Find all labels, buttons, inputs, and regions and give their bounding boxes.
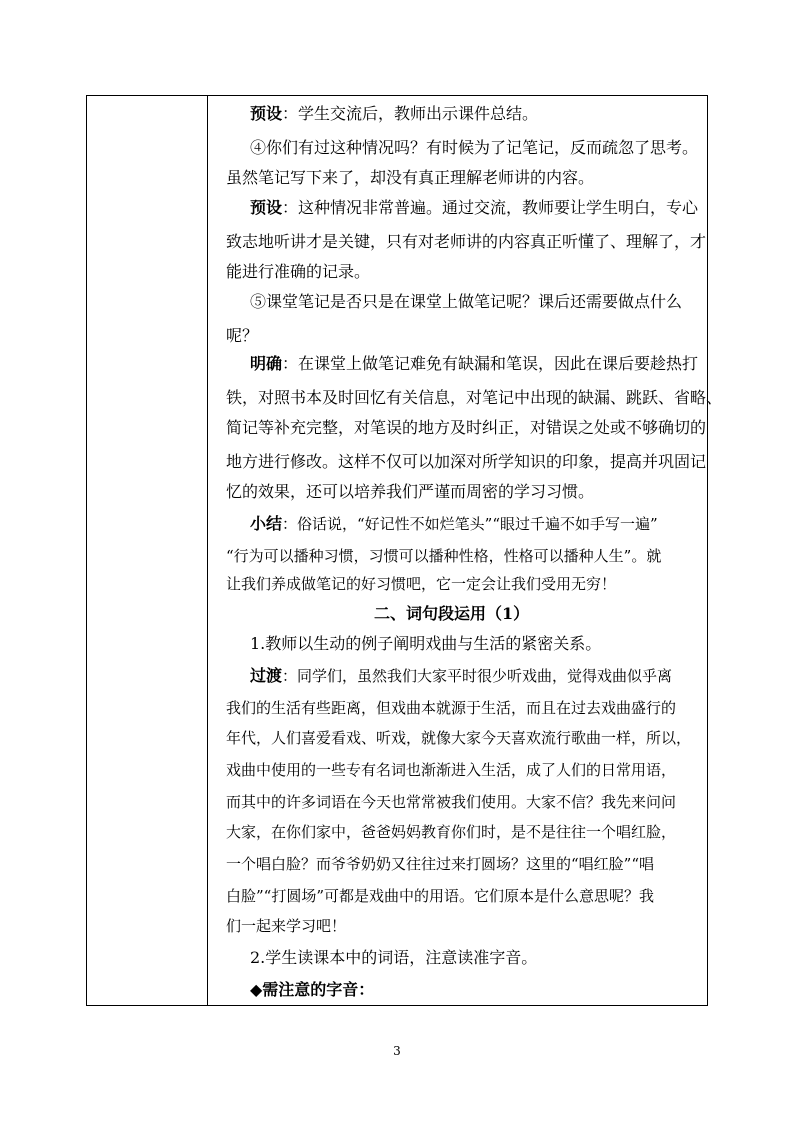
text-line: 戏曲中使用的一些专有名词也渐渐进入生活，成了人们的日常用语，	[226, 761, 677, 779]
column-divider	[207, 96, 208, 1005]
text-line: 白脸”“打圆场”可都是戏曲中的用语。它们原本是什么意思呢？我	[226, 887, 655, 905]
text-line: 而其中的许多词语在今天也常常被我们使用。大家不信？我先来问问	[226, 793, 677, 811]
text-line: 过渡：同学们，虽然我们大家平时很少听戏曲，觉得戏曲似乎离	[250, 666, 673, 685]
text-line: 年代，人们喜爱看戏、听戏，就像大家今天喜欢流行歌曲一样，所以，	[226, 729, 692, 747]
text-line: 简记等补充完整，对笔误的地方及时纠正，对错误之处或不够确切的	[226, 418, 707, 437]
text-line: 我们的生活有些距离，但戏曲本就源于生活，而且在过去戏曲盛行的	[226, 699, 677, 717]
text-line: 一个唱白脸？而爷爷奶奶又往往过来打圆场？这里的“唱红脸”“唱	[226, 855, 655, 873]
text-line: 能进行准确的记录。	[226, 262, 371, 281]
page-number: 3	[393, 1044, 401, 1058]
text-line: 铁，对照书本及时回忆有关信息，对笔记中出现的缺漏、跳跃、省略、	[226, 388, 723, 407]
text-line: 虽然笔记写下来了，却没有真正理解老师讲的内容。	[226, 168, 595, 187]
text-line: 预设：学生交流后，教师出示课件总结。	[250, 104, 539, 123]
text-line: 1.教师以生动的例子阐明戏曲与生活的紧密关系。	[250, 634, 602, 653]
text-line: 致志地听讲才是关键，只有对老师讲的内容真正听懂了、理解了，才	[226, 232, 707, 251]
text-line: “行为可以播种习惯，习惯可以播种性格，性格可以播种人生”。就	[226, 547, 662, 565]
text-line: 地方进行修改。这样不仅可以加深对所学知识的印象，提高并巩固记	[226, 452, 707, 471]
text-line: 忆的效果，还可以培养我们严谨而周密的学习习惯。	[226, 482, 595, 501]
text-line: 呢？	[226, 326, 259, 345]
text-line: 们一起来学习吧！	[226, 917, 347, 935]
text-line: 小结：俗话说，“好记性不如烂笔头”“眼过千遍不如手写一遍”	[250, 514, 658, 533]
text-line: ④你们有过这种情况吗？有时候为了记笔记，反而疏忽了思考。	[250, 138, 699, 157]
text-line: ⑤课堂笔记是否只是在课堂上做笔记呢？课后还需要做点什么	[250, 292, 683, 311]
text-line: 预设：这种情况非常普遍。通过交流，教师要让学生明白，专心	[250, 198, 699, 217]
text-line: 明确：在课堂上做笔记难免有缺漏和笔误，因此在课后要趁热打	[250, 354, 699, 373]
text-line: 让我们养成做笔记的好习惯吧，它一定会让我们受用无穷！	[226, 575, 617, 593]
text-line: 2.学生读课本中的词语，注意读准字音。	[250, 948, 538, 967]
text-line: 大家，在你们家中，爸爸妈妈教育你们时，是不是往往一个唱红脸，	[226, 823, 677, 841]
lesson-table	[86, 95, 723, 1006]
text-line: ◆需注意的字音：	[250, 980, 375, 999]
section-heading: 二、词句段运用（1）	[374, 604, 530, 623]
